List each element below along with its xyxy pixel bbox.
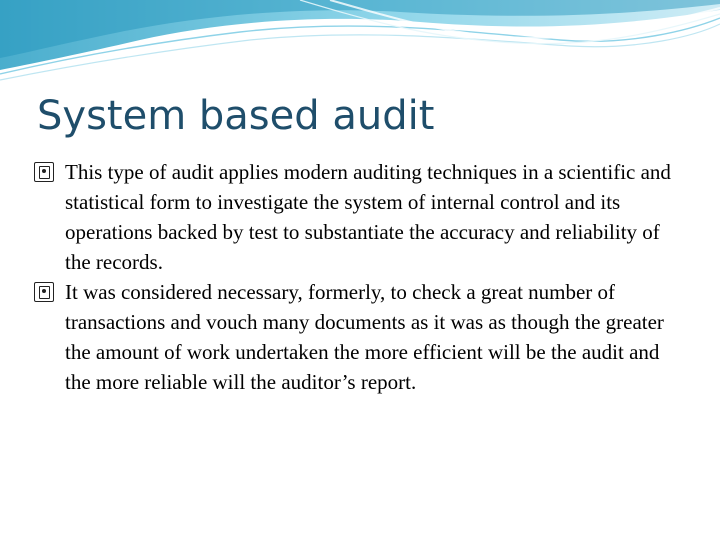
missing-glyph-icon (34, 162, 54, 182)
bullet-item (34, 277, 684, 397)
bullet-text: It was considered necessary, formerly, to check a great number of transactions and vouch many documents as it was as though the greater the amount of work undertaken the more efficient will be the audit and the more reliable will the auditor’s report. (65, 280, 664, 394)
slide-title: System based audit (37, 93, 435, 139)
bullet-list (34, 157, 684, 397)
missing-glyph-icon (34, 282, 54, 302)
wave-header-decoration (0, 0, 720, 90)
bullet-text: This type of audit applies modern auditing techniques in a scientific and statistical form to investigate the system of internal control and its operations backed by test to substantiate the accuracy and reliability of the records. (65, 160, 671, 274)
bullet-item (34, 157, 684, 277)
